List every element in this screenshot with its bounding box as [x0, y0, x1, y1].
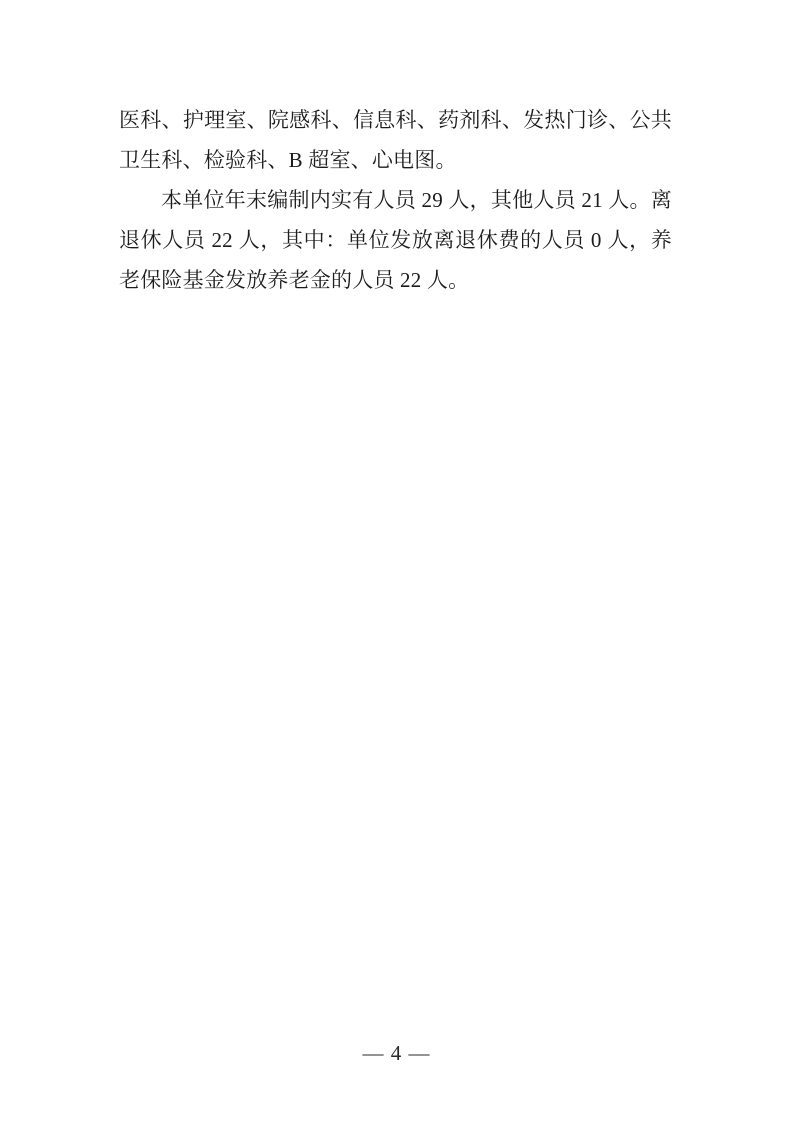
- text-line: 退休人员 22 人，其中：单位发放离退休费的人员 0 人，养: [119, 228, 672, 252]
- text-line: 医科、护理室、院感科、信息科、药剂科、发热门诊、公共: [119, 108, 672, 132]
- text-line: 本单位年末编制内实有人员 29 人，其他人员 21 人。离: [161, 188, 672, 212]
- text-line: 老保险基金发放养老金的人员 22 人。: [119, 268, 470, 292]
- text-line: 卫生科、检验科、B 超室、心电图。: [119, 148, 457, 172]
- body-text: [119, 100, 672, 300]
- paragraph-personnel: [119, 180, 672, 300]
- paragraph-departments: [119, 100, 672, 180]
- page-number: — 4 —: [362, 1041, 431, 1065]
